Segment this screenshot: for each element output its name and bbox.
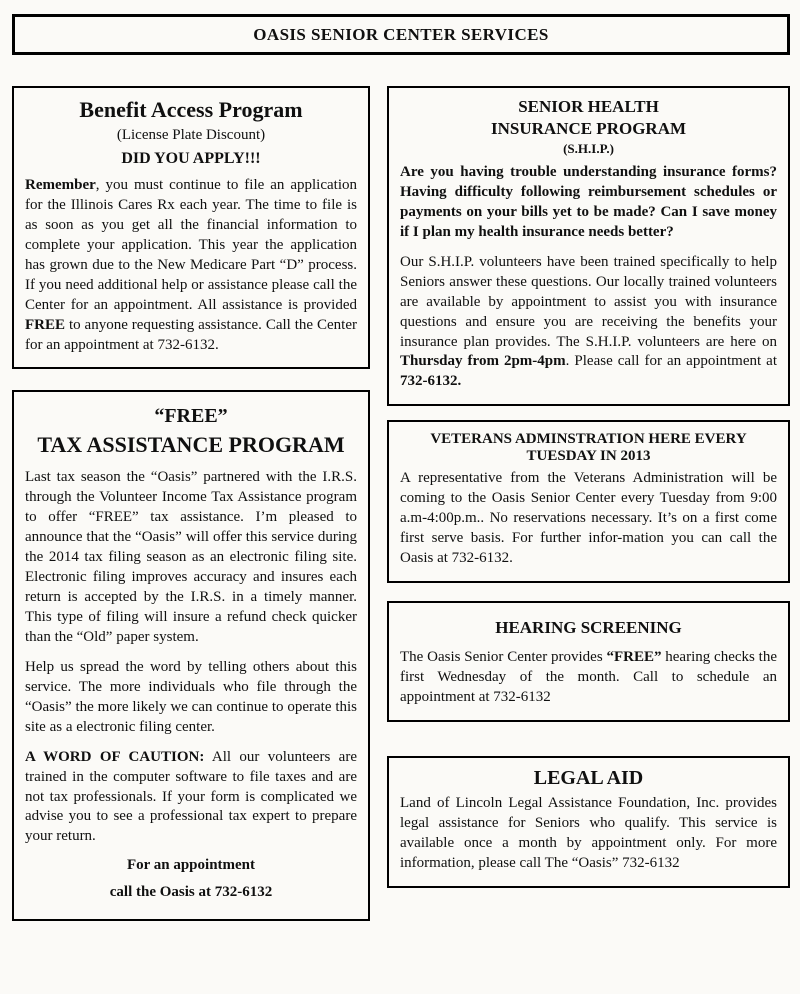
- ship-box: [387, 86, 790, 406]
- benefit-heading: DID YOU APPLY!!!: [121, 150, 261, 167]
- ship-body-text-2: . Please call for an appointment at: [565, 353, 777, 370]
- veterans-title: VETERANS ADMINSTRATION HERE EVERY TUESDAY IN 2013: [430, 431, 747, 465]
- ship-intro-questions: Are you having trouble understanding insurance forms? Having difficulty following reimbursement schedules or payments on your bills yet to be made? Can I save money if I plan my health insurance needs better?: [400, 164, 777, 240]
- benefit-body: [25, 176, 357, 355]
- hearing-title: HEARING SCREENING: [495, 618, 682, 637]
- benefit-body-bold-free: FREE: [25, 316, 66, 333]
- ship-body-text-1: Our S.H.I.P. volunteers have been trained specifically to help Seniors answer these questions. Our locally trained volunteers are available by appointment to assist you with insurance questions and ensure you are receiving the benefits your insurance plan provides. The S.H.I.P. volunteers are here on: [400, 253, 777, 350]
- hearing-box: [387, 601, 790, 722]
- tax-paragraph-2: Help us spread the word by telling others about this service. The more individuals who file through the “Oasis” the more likely we can continue to operate this site as a electronic filing center.: [25, 658, 357, 735]
- tax-paragraph-1: Last tax season the “Oasis” partnered with the I.R.S. through the Volunteer Income Tax Assistance program to offer “FREE” tax assistance. I’m pleased to announce that the “Oasis” will offer this service during the 2014 tax filing season as an electronic filing site. Electronic filing improves accuracy and insures each return is accepted by the I.R.S. in a timely manner. This type of filing will insure a refund check quicker than the “Old” paper system.: [25, 469, 357, 645]
- legal-title: LEGAL AID: [533, 766, 644, 789]
- legal-body: Land of Lincoln Legal Assistance Foundation, Inc. provides legal assistance for Seniors who qualify. This service is available once a month by appointment only. For more information, please call The “Oasis” 732-6132: [400, 794, 777, 871]
- ship-title-line3: (S.H.I.P.): [563, 141, 614, 156]
- hearing-body-text-1: The Oasis Senior Center provides: [400, 649, 607, 665]
- ship-body-bold-phone: 732-6132.: [400, 373, 462, 390]
- hearing-body-text-2: hearing checks the first Wednesday of the month. Call to schedule an appointment at 732-6132: [400, 649, 777, 705]
- tax-assistance-box: [12, 390, 370, 921]
- benefit-access-program-box: [12, 86, 370, 369]
- left-column: [12, 86, 370, 921]
- ship-body: [400, 253, 777, 393]
- page-title: OASIS SENIOR CENTER SERVICES: [12, 14, 790, 55]
- columns: [12, 86, 790, 921]
- ship-title-line1: SENIOR HEALTH: [518, 97, 659, 116]
- tax-caution-text: All our volunteers are trained in the computer software to file taxes and are not tax professionals. If your form is complicated we advise you to see a professional tax expert to prepare your return.: [25, 748, 357, 845]
- benefit-body-text-2: to anyone requesting assistance. Call the Center for an appointment at 732-6132.: [25, 316, 357, 353]
- benefit-subtitle: (License Plate Discount): [116, 127, 266, 143]
- tax-appointment-line2: call the Oasis at 732-6132: [109, 884, 273, 901]
- right-column: [387, 86, 790, 888]
- hearing-body-bold-free: “FREE”: [606, 649, 662, 665]
- tax-title-line2: TAX ASSISTANCE PROGRAM: [37, 432, 345, 458]
- tax-caution-label: A WORD OF CAUTION:: [25, 748, 205, 765]
- benefit-title: Benefit Access Program: [79, 97, 303, 122]
- benefit-body-text-1: , you must continue to file an application for the Illinois Cares Rx each year. The time to file is as soon as you get all the financial information to complete your application. This year the application has grown due to the New Medicare Part “D” process. If you need additional help or assistance please call the Center for an appointment. All assistance is provided: [25, 177, 357, 313]
- legal-aid-box: [387, 756, 790, 888]
- ship-title-line2: INSURANCE PROGRAM: [490, 119, 687, 138]
- tax-appointment-line1: For an appointment: [126, 857, 256, 874]
- tax-caution-paragraph: [25, 748, 357, 848]
- ship-body-bold-hours: Thursday from 2pm-4pm: [400, 353, 566, 370]
- hearing-body: [400, 648, 777, 708]
- veterans-body: A representative from the Veterans Administration will be coming to the Oasis Senior Center every Tuesday from 9:00 a.m-4:00p.m.. No reservations necessary. It’s on a first come first serve basis. For further infor-mation you can call the Oasis at 732-6132.: [400, 470, 777, 567]
- tax-title-line1: “FREE”: [154, 405, 228, 428]
- benefit-body-bold-remember: Remember: [25, 177, 96, 193]
- veterans-box: [387, 420, 790, 583]
